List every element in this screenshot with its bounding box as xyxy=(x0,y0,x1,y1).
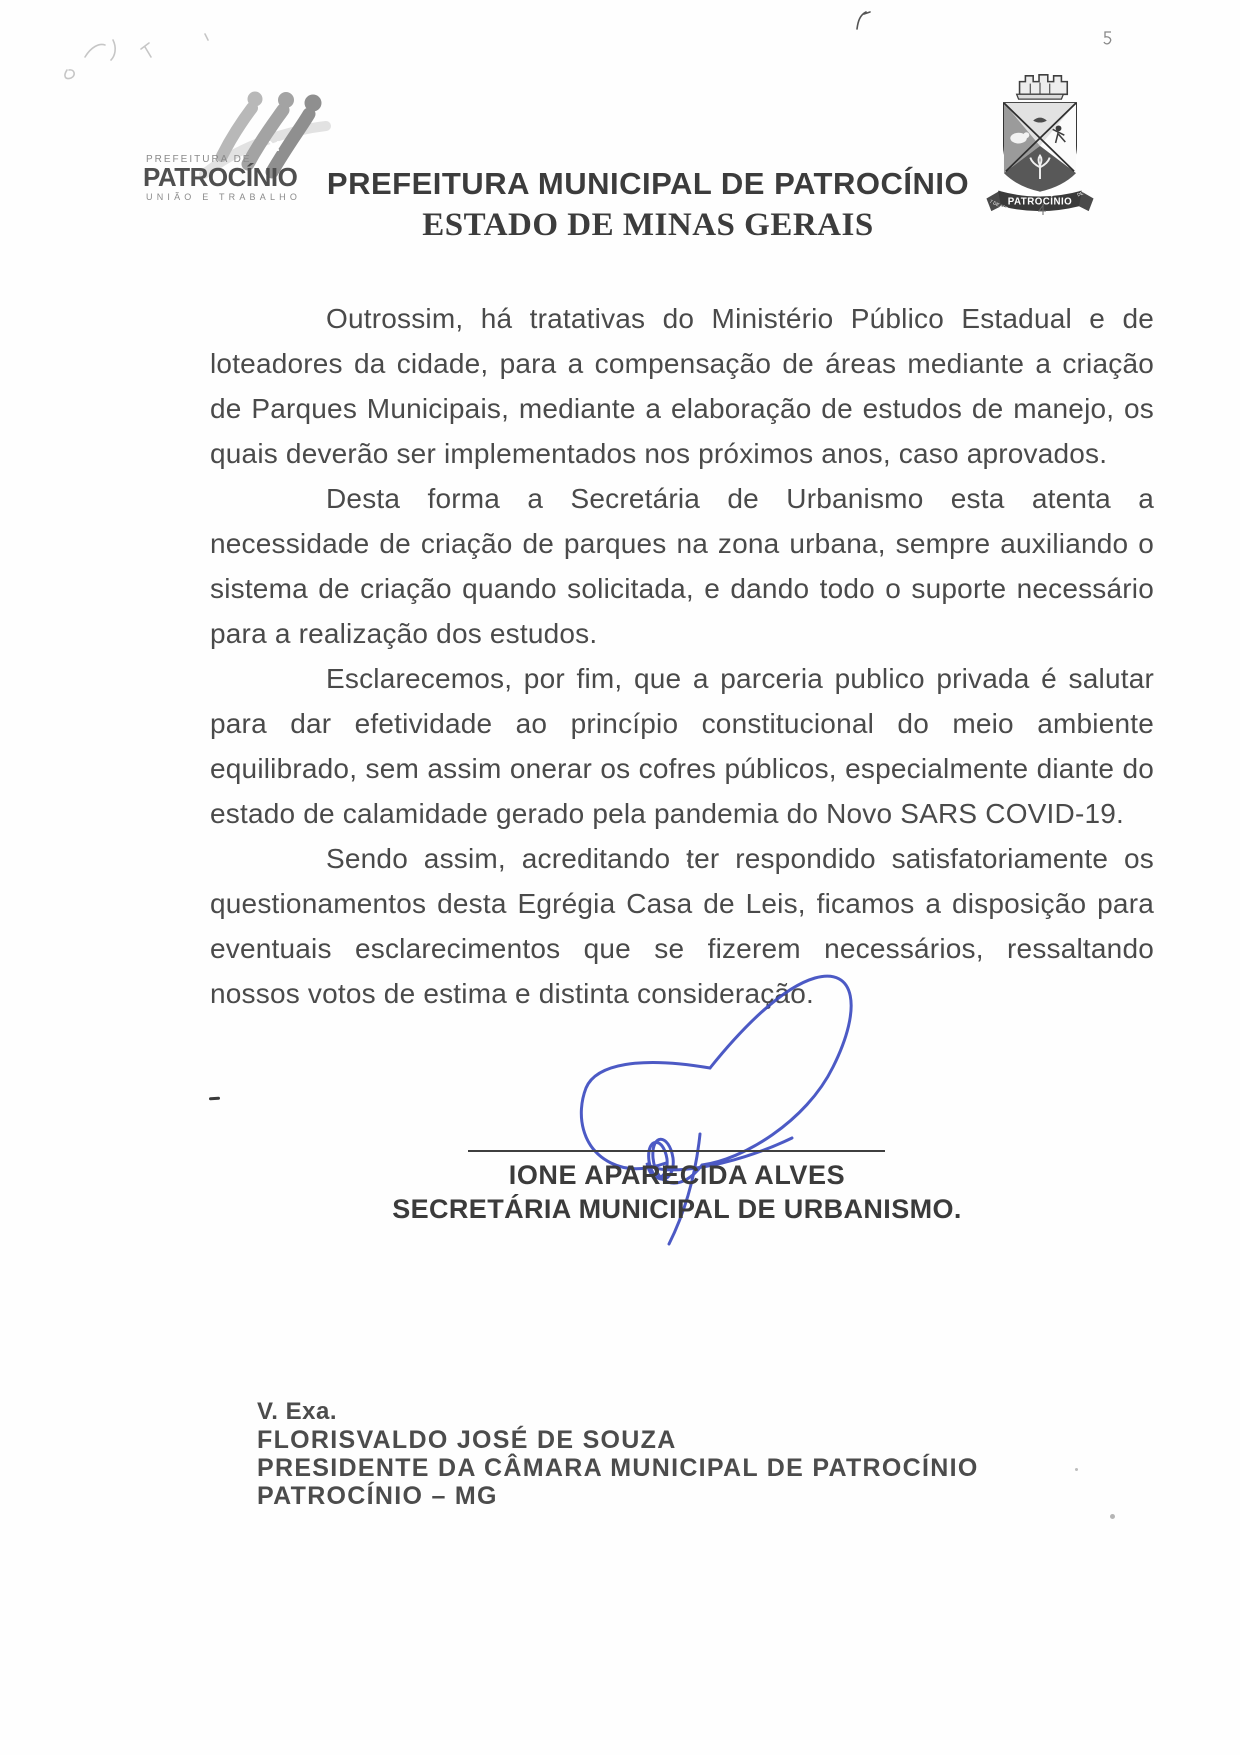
signatory-name: IONE APARECIDA ALVES xyxy=(508,1160,846,1190)
logo-tagline-text: UNIÃO E TRABALHO xyxy=(146,192,302,202)
scan-artifact xyxy=(1075,1468,1078,1471)
signature-line xyxy=(468,1150,885,1152)
shield-icon xyxy=(1004,103,1076,192)
paragraph: Outrossim, há tratativas do Ministério Público Estadual e de loteadores da cidade, para a compensação de áreas mediante a criação de Parques Municipais, mediante a elaboração de estudos de manejo, os quais deverão ser implementados nos próximos anos, caso aprovados. xyxy=(210,303,1154,469)
signatory-block xyxy=(347,1160,1007,1225)
scan-artifact xyxy=(209,1097,220,1101)
crest-ribbon-name: PATROCÍNIO xyxy=(1007,196,1073,208)
addressee-salutation: V. Exa. xyxy=(257,1398,338,1425)
letter-body xyxy=(210,296,1154,1016)
addressee-block xyxy=(257,1398,979,1510)
pencil-scribble-artifact xyxy=(55,12,335,87)
pen-tick-artifact xyxy=(850,8,872,34)
crest-ribbon-left: 7 DE ABRIL xyxy=(988,198,1013,213)
letterhead xyxy=(298,166,998,244)
paragraph: Desta forma a Secretária de Urbanismo esta atenta a necessidade de criação de parques na zona urbana, sempre auxiliando o sistema de criação quando solicitada, e dando todo o suporte necessário para a realização dos estudos. xyxy=(210,483,1154,649)
paragraph: Esclarecemos, por fim, que a parceria publico privada é salutar para dar efetividade ao princípio constitucional do meio ambiente equilibrado, sem assim onerar os cofres públicos, especialmente diante do estado de calamidade gerado pela pandemia do Novo SARS COVID-19. xyxy=(210,663,1154,829)
addressee-title: PRESIDENTE DA CÂMARA MUNICIPAL DE PATROCÍNIO xyxy=(257,1454,979,1482)
logo-small-text: PREFEITURA DE xyxy=(146,154,252,165)
signatory-title: SECRETÁRIA MUNICIPAL DE URBANISMO. xyxy=(392,1194,962,1224)
addressee-city: PATROCÍNIO – MG xyxy=(257,1482,498,1510)
paragraph: Sendo assim, acreditando ter respondido satisfatoriamente os questionamentos desta Egrégia Casa de Leis, ficamos a disposição para eventuais esclarecimentos que se fizerem necessários, ressaltando nossos votos de estima e distinta consideração. xyxy=(210,843,1154,1009)
coat-of-arms-icon xyxy=(986,68,1094,216)
scan-artifact xyxy=(1110,1514,1115,1519)
letterhead-title: PREFEITURA MUNICIPAL DE PATROCÍNIO xyxy=(326,166,970,201)
crest-ribbon-right: DE 1842 xyxy=(1076,185,1094,198)
addressee-name: FLORISVALDO JOSÉ DE SOUZA xyxy=(257,1426,677,1454)
mural-crown-icon xyxy=(1017,75,1068,99)
logo-name-text: PATROCÍNIO xyxy=(143,162,298,192)
letterhead-subtitle: ESTADO DE MINAS GERAIS xyxy=(422,207,874,243)
scan-artifact xyxy=(1102,31,1114,47)
